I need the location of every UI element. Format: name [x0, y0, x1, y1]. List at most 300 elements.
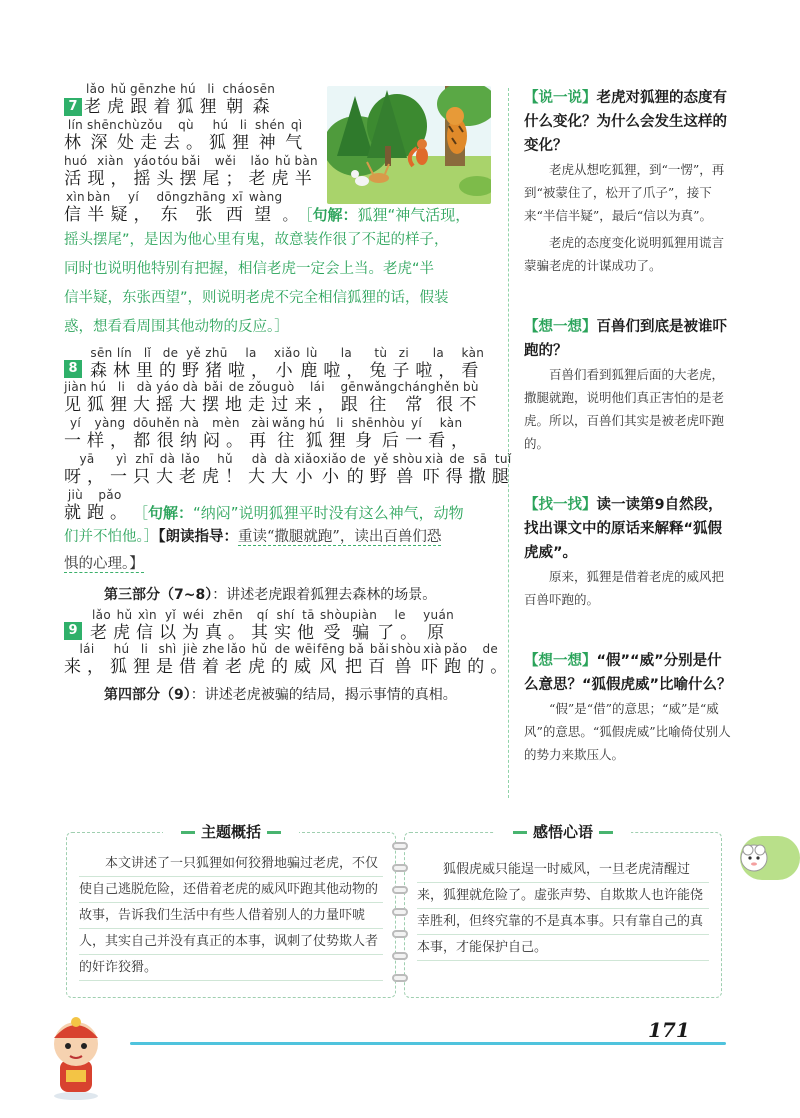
pinyin: pǎo — [98, 488, 122, 502]
hanzi: 再 — [248, 431, 272, 451]
sentence-note: 们并不怕他。］【朗读指导：重读“撒腿就跑”，读出百兽们恐 惧的心理。】 — [64, 529, 442, 572]
pinyin: sēn — [90, 346, 113, 360]
hanzi: 现， — [87, 169, 134, 189]
ruby-word — [391, 642, 421, 678]
hanzi: 虎！ — [202, 467, 248, 487]
pinyin: hú — [90, 380, 107, 394]
pinyin: jiàn — [64, 380, 87, 394]
hanzi: 西 — [225, 205, 249, 225]
pinyin: piàn — [350, 608, 378, 622]
ruby-word — [64, 416, 87, 452]
theme-summary-text: 本文讲述了一只狐狸如何狡猾地骗过老虎，不仅使自己逃脱危险，还借着老虎的威风吓跑其他动物的故事，告诉我们生活中有些人借着别人的力量吓唬人，其实自己并没有真正的本事，讽刺了仗势欺人者的奸诈狡猾。 — [79, 851, 383, 981]
hanzi: 着 — [202, 657, 225, 677]
ruby-word — [87, 118, 117, 154]
ruby-word — [352, 416, 382, 452]
pinyin-line: xìn 信 bàn 半 yí 疑， dōng 东 zhāng 张 xī 西 wàng 望 。 ［句解：狐狸“神气活现， — [64, 190, 471, 225]
pinyin: zhēn — [212, 608, 244, 622]
column-divider — [508, 88, 509, 798]
pinyin: mèn — [212, 416, 240, 430]
ruby-word — [130, 82, 154, 118]
qa-tag: 【找一找】 — [524, 497, 597, 513]
pinyin: bǎi — [181, 154, 201, 168]
hanzi: 老 — [248, 169, 272, 189]
note-label: 句解： — [312, 206, 358, 224]
ruby-word — [180, 416, 203, 452]
hanzi: 兽 — [396, 467, 420, 487]
hanzi: 狸 — [133, 657, 156, 677]
pinyin: de — [449, 452, 465, 466]
pinyin-line — [90, 346, 500, 382]
pinyin: zǒu — [248, 380, 271, 394]
pinyin: kàn — [461, 346, 485, 360]
hanzi: 纳 — [179, 431, 203, 451]
ruby-word — [320, 608, 350, 644]
hanzi: 实 — [274, 623, 297, 643]
ruby-word — [347, 452, 370, 488]
ruby-word — [294, 642, 317, 678]
hanzi: 的 — [159, 361, 182, 381]
pinyin: tù — [374, 346, 388, 360]
pinyin: bàn — [87, 190, 111, 204]
hanzi: 他 — [297, 623, 320, 643]
pinyin: shòu — [391, 642, 422, 656]
hanzi: 着 — [153, 97, 177, 117]
ruby-word — [156, 416, 180, 452]
ruby-word — [64, 488, 87, 524]
pinyin: qí — [256, 608, 269, 622]
ruby-word — [329, 416, 352, 452]
pinyin: dà — [159, 452, 176, 466]
pinyin: jiè — [183, 642, 198, 656]
side-notes — [524, 86, 734, 784]
ruby-word — [428, 416, 474, 452]
hanzi: 呀， — [64, 467, 110, 487]
ruby-word — [200, 82, 223, 118]
pinyin: nà — [183, 416, 200, 430]
ruby-word — [182, 608, 205, 644]
ruby-word — [156, 380, 179, 416]
hanzi: 狸 — [199, 97, 223, 117]
hanzi: 林 — [64, 133, 87, 153]
hanzi: 的 — [271, 657, 294, 677]
ruby-word — [436, 380, 460, 416]
hanzi: 去。 — [163, 133, 210, 153]
ruby-word — [223, 82, 253, 118]
ruby-word — [249, 416, 272, 452]
ruby-word — [446, 452, 469, 488]
hanzi: 后 — [381, 431, 405, 451]
ruby-word — [248, 380, 271, 416]
ruby-word — [249, 190, 283, 226]
ruby-word — [205, 346, 228, 382]
hanzi: 狐 — [87, 395, 110, 415]
pinyin: sā — [473, 452, 488, 466]
ruby-word — [251, 608, 274, 644]
ruby-word — [317, 642, 345, 678]
pinyin: hǔ — [275, 154, 291, 168]
ruby-word — [110, 380, 133, 416]
pinyin-line — [64, 380, 500, 416]
pinyin: hòu — [381, 416, 406, 430]
ruby-word — [87, 190, 110, 226]
hanzi: 很 — [156, 431, 180, 451]
pinyin: bàn — [294, 154, 318, 168]
hanzi: 往 — [277, 431, 301, 451]
ruby-word — [271, 452, 294, 488]
hanzi: 活 — [64, 169, 88, 189]
ruby-word — [469, 452, 492, 488]
pinyin: xiǎo — [320, 452, 347, 466]
pinyin: xià — [424, 452, 444, 466]
qa-question: 读一读第9自然段，找出课文中的原话来解释“狐假虎威”。 — [524, 497, 723, 561]
ruby-word — [340, 380, 364, 416]
hanzi: 跟 — [130, 97, 154, 117]
hanzi: 都 — [133, 431, 157, 451]
pinyin: xiǎo — [294, 452, 321, 466]
ruby-word — [209, 118, 232, 154]
pinyin: guò — [271, 380, 295, 394]
pinyin: wěi — [214, 154, 237, 168]
pinyin: yā — [79, 452, 95, 466]
ruby-word — [294, 380, 340, 416]
ruby-word — [64, 154, 87, 190]
pinyin: zhe — [153, 82, 177, 96]
hanzi: 老 — [225, 657, 248, 677]
pinyin: bǎ — [348, 642, 365, 656]
ruby-word — [179, 452, 202, 488]
ruby-word — [179, 154, 202, 190]
ruby-word — [110, 452, 133, 488]
ruby-word — [156, 452, 179, 488]
hanzi: 身 — [355, 431, 379, 451]
ruby-word — [364, 380, 398, 416]
hanzi: 森 — [252, 97, 276, 117]
part-summary: 第四部分（9）：讲述老虎被骗的结局，揭示事情的真相。 — [104, 687, 457, 703]
hanzi: 虎 — [271, 169, 295, 189]
pinyin: shì — [158, 642, 177, 656]
sheep-icon — [730, 836, 800, 880]
ruby-word — [177, 82, 200, 118]
hanzi: 就 — [64, 503, 87, 523]
hanzi: 摇 — [133, 169, 157, 189]
hanzi: 过 — [271, 395, 295, 415]
pinyin: le — [394, 608, 406, 622]
hanzi: 摆 — [179, 169, 203, 189]
hanzi: 大 — [271, 467, 294, 487]
pinyin: lái — [310, 380, 325, 394]
hanzi: 子 — [392, 361, 416, 381]
hanzi: 狐 — [209, 133, 233, 153]
pinyin: lù — [306, 346, 318, 360]
part-summary: 第三部分（7~8）：讲述老虎跟着狐狸去森林的场景。 — [104, 587, 437, 603]
ruby-word — [345, 642, 368, 678]
pinyin: lǎo — [181, 452, 200, 466]
ruby-word — [248, 642, 271, 678]
pinyin: lái — [79, 642, 95, 656]
ruby-word — [248, 154, 271, 190]
ruby-word — [377, 608, 423, 644]
ruby-word — [421, 642, 444, 678]
pinyin: dà — [251, 452, 268, 466]
pinyin: zi — [398, 346, 409, 360]
pinyin: yǐ — [164, 608, 177, 622]
pinyin: yě — [185, 346, 202, 360]
hanzi: 小 — [295, 467, 319, 487]
pinyin: xià — [423, 642, 442, 656]
pinyin: shòu — [392, 452, 423, 466]
ruby-word — [323, 346, 369, 382]
hanzi: 很 — [436, 395, 460, 415]
hanzi: 兽 — [394, 657, 418, 677]
page-number: 171 — [648, 1018, 690, 1042]
hanzi: 虎 — [248, 657, 271, 677]
pinyin: hǔ — [251, 642, 268, 656]
pinyin: qì — [290, 118, 303, 132]
pinyin-line — [64, 452, 515, 488]
pinyin: yàng — [94, 416, 126, 430]
ruby-word — [398, 380, 436, 416]
ruby-word — [274, 608, 297, 644]
pinyin: hěn — [435, 380, 460, 394]
pinyin: de — [274, 642, 291, 656]
ruby-word — [156, 190, 187, 226]
ruby-word — [274, 346, 300, 382]
pinyin: hú — [180, 82, 196, 96]
ruby-word — [113, 346, 136, 382]
hanzi: 小 — [275, 361, 299, 381]
footer-line — [130, 1042, 726, 1045]
pinyin: yě — [373, 452, 389, 466]
ruby-word — [133, 380, 156, 416]
hanzi: 走 — [248, 395, 271, 415]
hanzi: 往 — [369, 395, 393, 415]
note-text: 狐狸“神气活现， — [357, 206, 471, 224]
qa-tag: 【想一想】 — [524, 653, 597, 669]
hanzi: 跑。 — [87, 503, 133, 523]
insight-text: 狐假虎威只能逞一时威风，一旦老虎清醒过来，狐狸就危险了。虚张声势、自欺欺人也许能侥幸胜利，但终究靠的不是真本事。只有靠自己的真本事，才能保护自己。 — [417, 857, 709, 961]
ruby-word — [271, 154, 294, 190]
pinyin: qù — [178, 118, 194, 132]
ruby-word — [133, 154, 156, 190]
ruby-word — [133, 416, 156, 452]
ruby-word — [179, 380, 202, 416]
ruby-word — [382, 416, 405, 452]
ruby-word — [423, 452, 446, 488]
ruby-word — [294, 452, 320, 488]
hanzi: 只 — [133, 467, 156, 487]
pinyin: cháo — [222, 82, 253, 96]
hanzi: 一 — [110, 467, 133, 487]
ruby-word — [370, 452, 393, 488]
pinyin: xìn — [66, 190, 85, 204]
hanzi: 常 — [405, 395, 429, 415]
ruby-word — [271, 642, 294, 678]
hanzi: 走 — [140, 133, 164, 153]
ruby-word — [156, 154, 179, 190]
ruby-word — [350, 608, 377, 644]
ruby-word — [156, 642, 179, 678]
hanzi: 以 — [159, 623, 182, 643]
pinyin: hěn — [156, 416, 180, 430]
hanzi: 老 — [90, 623, 113, 643]
hanzi: 地 — [225, 395, 248, 415]
pinyin: yí — [411, 416, 423, 430]
hanzi: 啦， — [228, 361, 274, 381]
hanzi: 神 — [258, 133, 282, 153]
pinyin: la — [245, 346, 257, 360]
pinyin: hú — [212, 118, 229, 132]
reading-guide-text: 重读“撒腿就跑”，读出百兽们恐 — [238, 529, 442, 545]
pinyin: dà — [136, 380, 153, 394]
qa-block — [524, 493, 734, 611]
pinyin: de — [482, 642, 499, 656]
theme-summary-box — [66, 823, 396, 998]
ruby-word — [405, 416, 428, 452]
ruby-word — [64, 642, 110, 678]
hanzi: 摇 — [156, 395, 179, 415]
ruby-word — [64, 118, 87, 154]
ruby-word — [300, 346, 323, 382]
ruby-word — [154, 82, 177, 118]
hanzi: 朝 — [226, 97, 250, 117]
ruby-word — [294, 154, 317, 190]
hanzi: 借 — [179, 657, 202, 677]
hanzi: 了。 — [377, 623, 424, 643]
hanzi: 受 — [323, 623, 347, 643]
sentence-note: 摇头摆尾”，是因为他心里有鬼，故意装作很了不起的样子， 同时也说明他特别有把握，相信老虎一定会上当。老虎“半 信半疑，东张西望”，则说明老虎不完全相信狐狸的话，假装 惑，想看看周围其他动物的反应。］ — [64, 232, 449, 335]
pinyin: wéi — [182, 608, 205, 622]
pinyin: zǒu — [140, 118, 163, 132]
pinyin: dà — [182, 380, 199, 394]
pinyin: xī — [231, 190, 243, 204]
hanzi: 大 — [133, 395, 156, 415]
hanzi: 吓 — [422, 467, 446, 487]
pinyin: shēn — [351, 416, 382, 430]
hanzi: 威 — [294, 657, 317, 677]
pinyin: fēng — [317, 642, 346, 656]
hanzi: 半 — [87, 205, 111, 225]
ruby-word — [492, 452, 515, 488]
theme-summary-title: 主题概括 — [200, 823, 262, 841]
ruby-word — [461, 346, 484, 382]
pinyin: li — [207, 82, 215, 96]
pinyin: shēn — [87, 118, 118, 132]
hanzi: 老 — [179, 467, 202, 487]
pinyin: li — [336, 416, 344, 430]
hanzi: 兔 — [369, 361, 393, 381]
pinyin: li — [117, 380, 126, 394]
pinyin: hǔ — [217, 452, 233, 466]
ruby-word — [272, 416, 306, 452]
hanzi: 大 — [156, 467, 179, 487]
ruby-word — [133, 642, 156, 678]
hanzi: 狸 — [328, 431, 352, 451]
qa-answer: 老虎从想吃狐狸，到“一愣”，再到“被蒙住了，松开了爪子”，接下来“半信半疑”，最后“信以为真”。 — [524, 162, 725, 223]
ruby-word — [320, 452, 346, 488]
ruby-word — [444, 642, 467, 678]
ruby-word — [415, 346, 461, 382]
hanzi: 啦， — [323, 361, 370, 381]
pinyin: lǐ — [143, 346, 152, 360]
pinyin: zhī — [135, 452, 154, 466]
hanzi: 尾； — [202, 169, 249, 189]
mascot-icon — [36, 1010, 116, 1102]
pinyin: hǔ — [116, 608, 133, 622]
note-text: “纳闷”说明狐狸平时没有这么神气，动物 — [193, 504, 464, 522]
hanzi: 跑 — [444, 657, 468, 677]
hanzi: 把 — [345, 657, 369, 677]
hanzi: 为 — [182, 623, 205, 643]
ruby-word — [202, 642, 225, 678]
pinyin: gēn — [130, 82, 154, 96]
hanzi: 信 — [64, 205, 87, 225]
hanzi: 大 — [248, 467, 271, 487]
ruby-word — [467, 642, 513, 678]
ruby-word — [117, 118, 140, 154]
hanzi: 原 — [427, 623, 451, 643]
pinyin: dōu — [133, 416, 157, 430]
pinyin: lǎo — [250, 154, 270, 168]
ruby-word — [163, 118, 209, 154]
hanzi: 虎 — [113, 623, 136, 643]
hanzi: 风 — [319, 657, 343, 677]
pinyin: shén — [255, 118, 286, 132]
ruby-word — [90, 608, 113, 644]
pinyin: lǎo — [227, 642, 246, 656]
ruby-word — [87, 488, 133, 524]
qa-question: “假”“威”分别是什么意思？“狐假虎威”比喻什么？ — [524, 653, 732, 693]
pinyin: hǔ — [110, 82, 127, 96]
hanzi: 狐 — [305, 431, 329, 451]
hanzi: 看 — [461, 361, 485, 381]
reading-guide-label: 【朗读指导： — [158, 529, 238, 545]
ruby-word — [202, 154, 248, 190]
hanzi: 摆 — [202, 395, 225, 415]
pinyin: yí — [127, 190, 139, 204]
ruby-word — [113, 608, 136, 644]
qa-answer: 百兽们看到狐狸后面的大老虎，撒腿就跑，说明他们真正害怕的是老虎。所以，百兽们其实是被老虎吓跑的。 — [524, 367, 725, 451]
pinyin: jiù — [67, 488, 84, 502]
ruby-word — [159, 346, 182, 382]
hanzi: 半 — [294, 169, 318, 189]
pinyin: wēi — [294, 642, 317, 656]
pinyin: de — [162, 346, 179, 360]
qa-question: 老虎对狐狸的态度有什么变化？为什么会发生这样的变化？ — [524, 90, 727, 154]
hanzi: 东 — [160, 205, 184, 225]
hanzi: 真。 — [205, 623, 251, 643]
paragraph-number: 7 — [64, 98, 82, 116]
hanzi: 样， — [87, 431, 133, 451]
hanzi: 深 — [90, 133, 114, 153]
hanzi: 处 — [117, 133, 141, 153]
ruby-word — [297, 608, 320, 644]
ruby-word — [133, 452, 156, 488]
ruby-word — [306, 416, 329, 452]
pinyin: shòu — [320, 608, 351, 622]
pinyin: zhāng — [187, 190, 226, 204]
pinyin: yáo — [133, 154, 157, 168]
pinyin: lǎo — [86, 82, 105, 96]
qa-block — [524, 315, 734, 455]
hanzi: 百 — [368, 657, 392, 677]
hanzi: 骗 — [352, 623, 376, 643]
qa-answer: 老虎的态度变化说明狐狸用谎言蒙骗老虎的计谋成功了。 — [524, 235, 725, 273]
qa-block — [524, 649, 734, 766]
note-label: 句解： — [148, 504, 194, 522]
pinyin: tuǐ — [494, 452, 512, 466]
ruby-word — [271, 380, 294, 416]
hanzi: 是 — [156, 657, 179, 677]
